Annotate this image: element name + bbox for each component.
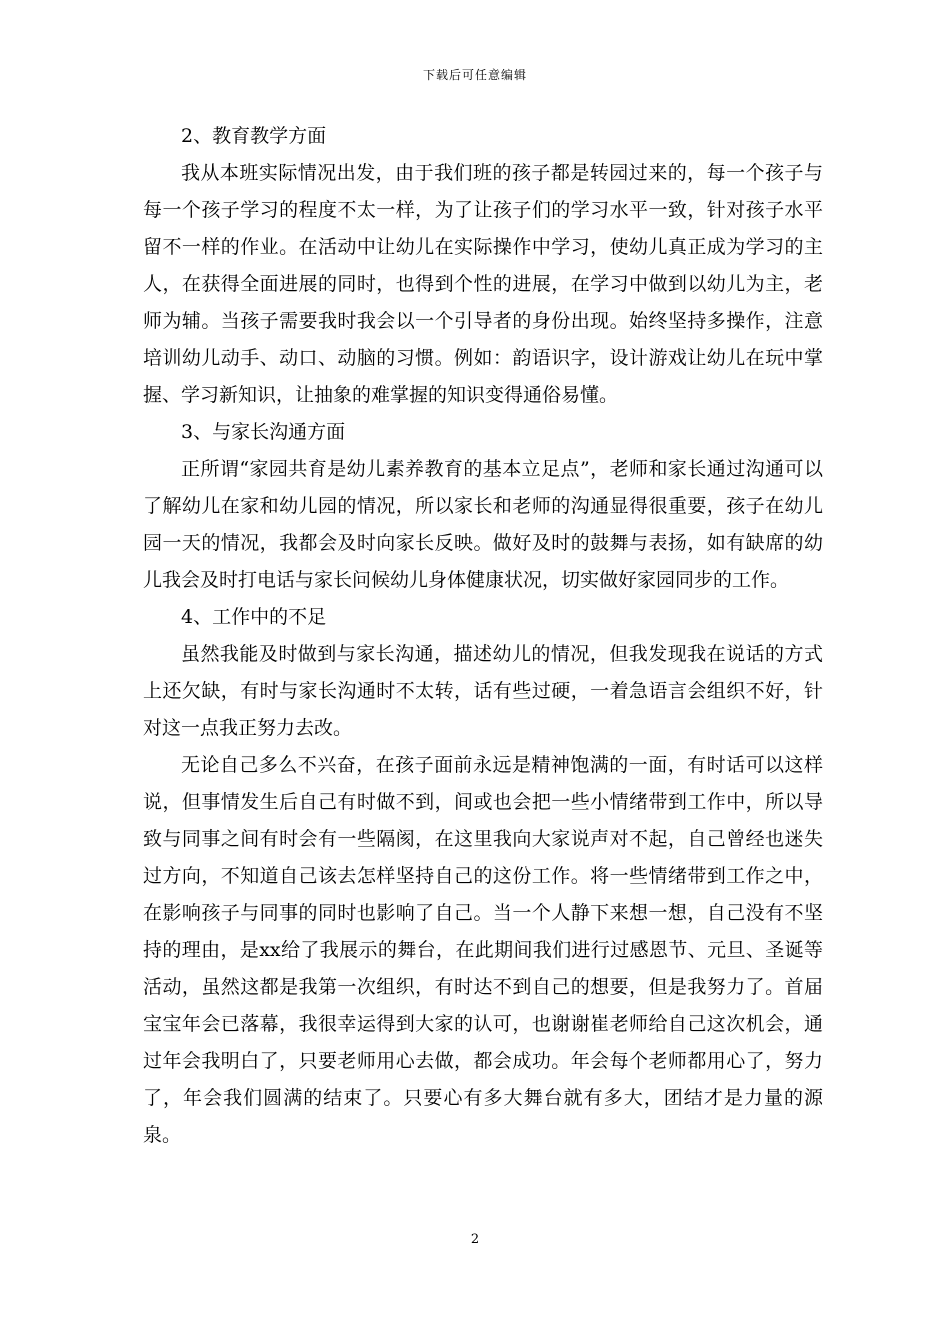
- paragraph-teaching: 我从本班实际情况出发，由于我们班的孩子都是转园过来的，每一个孩子与每一个孩子学习的程度不太一样，为了让孩子们的学习水平一致，针对孩子水平留不一样的作业。在活动中让幼儿在实际操作中学习，使幼儿真正成为学习的主人，在获得全面进展的同时，也得到个性的进展，在学习中做到以幼儿为主，老师为辅。当孩子需要我时我会以一个引导者的身份出现。始终坚持多操作，注意培训幼儿动手、动口、动脑的习惯。例如：韵语识字，设计游戏让幼儿在玩中掌握、学习新知识，让抽象的难掌握的知识变得通俗易懂。: [143, 162, 823, 406]
- page-number: 2: [470, 1232, 480, 1247]
- paragraph-reflection: 无论自己多么不兴奋，在孩子面前永远是精神饱满的一面，有时话可以这样说，但事情发生后自己有时做不到，间或也会把一些小情绪带到工作中，所以导致与同事之间有时会有一些隔阂，在这里我向大家说声对不起，自己曾经也迷失过方向，不知道自己该去怎样坚持自己的这份工作。将一些情绪带到工作之中，在影响孩子与同事的同时也影响了自己。当一个人静下来想一想，自己没有不坚持的理由，是xx给了我展示的舞台，在此期间我们进行过感恩节、元旦、圣诞等活动，虽然这都是我第一次组织，有时达不到自己的想要，但是我努力了。首届宝宝年会已落幕，我很幸运得到大家的认可，也谢谢崔老师给自己这次机会，通过年会我明白了，只要老师用心去做，都会成功。年会每个老师都用心了，努力了，年会我们圆满的结束了。只要心有多大舞台就有多大，团结才是力量的源泉。: [143, 754, 823, 1146]
- paragraph-parents: 正所谓“家园共育是幼儿素养教育的基本立足点”，老师和家长通过沟通可以了解幼儿在家和幼儿园的情况，所以家长和老师的沟通显得很重要，孩子在幼儿园一天的情况，我都会及时向家长反映。做好及时的鼓舞与表扬，如有缺席的幼儿我会及时打电话与家长问候幼儿身体健康状况，切实做好家园同步的工作。: [143, 458, 823, 591]
- paragraph-shortcomings: 虽然我能及时做到与家长沟通，描述幼儿的情况，但我发现我在说话的方式上还欠缺，有时与家长沟通时不太转，话有些过硬，一着急语言会组织不好，针对这一点我正努力去改。: [143, 643, 823, 739]
- section-heading-shortcomings: 4、工作中的不足: [181, 606, 327, 628]
- document-body: [143, 118, 823, 1154]
- section-heading-parents: 3、与家长沟通方面: [181, 421, 346, 443]
- section-heading-teaching: 2、教育教学方面: [181, 125, 327, 147]
- page-header: 下载后可任意编辑: [422, 68, 527, 82]
